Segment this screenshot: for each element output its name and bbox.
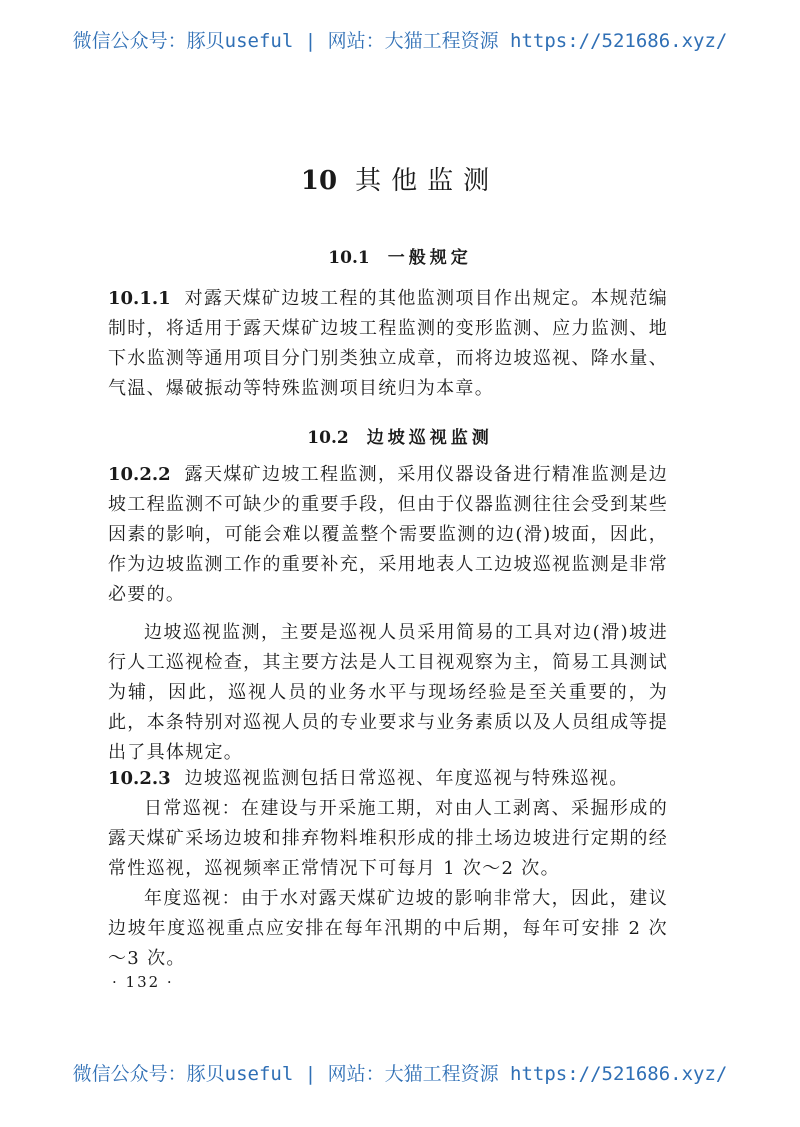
watermark-top: 微信公众号：豚贝useful | 网站：大猫工程资源 https://521686.xyz/ — [72, 30, 728, 52]
watermark-bottom: 微信公众号：豚贝useful | 网站：大猫工程资源 https://521686.xyz/ — [72, 1063, 728, 1085]
chapter-title — [0, 160, 800, 197]
clause-text: 对露天煤矿边坡工程的其他监测项目作出规定。本规范编制时，将适用于露天煤矿边坡工程监测的变形监测、应力监测、地下水监测等通用项目分门别类独立成章，而将边坡巡视、降水量、气温、爆破振动等特殊监测项目统归为本章。 — [108, 288, 668, 399]
clause-number: 10.1.1 — [108, 288, 171, 309]
chapter-number: 10 — [300, 166, 338, 196]
clause-10-2-3-daily-patrol — [108, 794, 668, 884]
paragraph-text: 日常巡视：在建设与开采施工期，对由人工剥离、采掘形成的露天煤矿采场边坡和排弃物料堆积形成的排土场边坡进行定期的经常性巡视，巡视频率正常情况下可每月 1 次～2 次。 — [108, 798, 668, 879]
section-heading-10-1 — [0, 243, 800, 268]
clause-text: 露天煤矿边坡工程监测，采用仪器设备进行精准监测是边坡工程监测不可缺少的重要手段，但由于仪器监测往往会受到某些因素的影响，可能会难以覆盖整个需要监测的边(滑)坡面，因此，作为边坡监测工作的重要补充，采用地表人工边坡巡视监测是非常必要的。 — [108, 464, 668, 605]
section-heading-10-2 — [0, 423, 800, 448]
clause-10-2-3 — [108, 764, 668, 794]
page-number: · 132 · — [112, 973, 174, 991]
section-title: 边坡巡视监测 — [366, 428, 493, 448]
clause-number: 10.2.3 — [108, 768, 171, 789]
section-number: 10.2 — [307, 428, 349, 448]
paragraph-text: 边坡巡视监测，主要是巡视人员采用简易的工具对边(滑)坡进行人工巡视检查，其主要方法是人工目视观察为主，简易工具测试为辅，因此，巡视人员的业务水平与现场经验是至关重要的，为此，本条特别对巡视人员的专业要求与业务素质以及人员组成等提出了具体规定。 — [108, 622, 668, 763]
clause-number: 10.2.2 — [108, 464, 171, 485]
section-number: 10.1 — [328, 248, 370, 268]
clause-10-1-1 — [108, 284, 668, 404]
clause-text: 边坡巡视监测包括日常巡视、年度巡视与特殊巡视。 — [184, 768, 629, 789]
clause-10-2-3-annual-patrol — [108, 884, 668, 974]
clause-10-2-2 — [108, 460, 668, 610]
clause-10-2-2-paragraph-2 — [108, 618, 668, 768]
paragraph-text: 年度巡视：由于水对露天煤矿边坡的影响非常大，因此，建议边坡年度巡视重点应安排在每年汛期的中后期，每年可安排 2 次～3 次。 — [108, 888, 668, 969]
chapter-title-text: 其他监测 — [355, 166, 500, 196]
section-title: 一般规定 — [387, 248, 472, 268]
